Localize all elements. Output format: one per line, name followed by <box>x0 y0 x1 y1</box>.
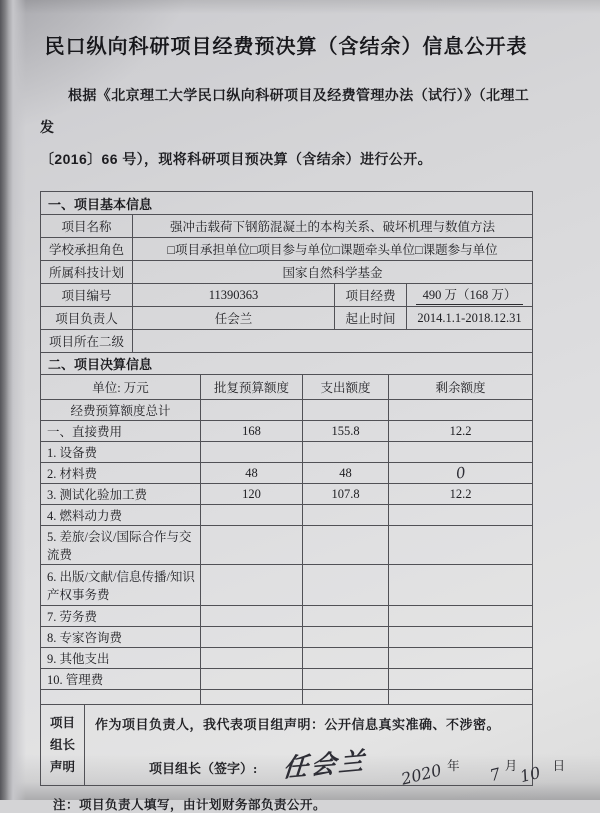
fee-budget-cell: 48 <box>201 463 303 484</box>
fee-row-direct <box>41 421 533 442</box>
fee-row-equipment <box>41 442 533 463</box>
fee-label-cell: 5. 差旅/会议/国际合作与交流费 <box>41 526 201 565</box>
final-accounts-header-row <box>41 353 533 375</box>
fee-remain-cell: 12.2 <box>389 421 533 442</box>
project-number-value: 11390363 <box>133 284 335 307</box>
department-label: 项目所在二级 <box>41 330 133 353</box>
paper-page <box>40 0 566 813</box>
col-header-remain: 剩余额度 <box>389 375 533 400</box>
fee-row-management <box>41 669 533 690</box>
fee-row-blank <box>41 690 533 705</box>
handwritten-month: 7 <box>487 764 502 785</box>
declaration-side-line-3: 声明 <box>49 760 75 774</box>
fee-remain-cell: 12.2 <box>389 484 533 505</box>
pi-duration-row <box>41 307 533 330</box>
pi-label: 项目负责人 <box>41 307 133 330</box>
footnote: 注：项目负责人填写，由计划财务部负责公开。 <box>53 798 327 812</box>
project-number-label: 项目编号 <box>41 284 133 307</box>
department-row <box>41 330 533 353</box>
final-accounts-section-title: 二、项目决算信息 <box>41 353 533 375</box>
fee-remain-cell <box>389 627 533 648</box>
school-role-options: □项目承担单位□项目参与单位□课题牵头单位□课题参与单位 <box>133 238 533 261</box>
fee-spent-cell <box>303 648 389 669</box>
year-unit-label: 年 <box>447 759 460 773</box>
project-funds-value: 490 万（168 万） <box>416 285 524 305</box>
fee-row-travel <box>41 526 533 565</box>
fee-remain-cell <box>389 505 533 526</box>
fee-budget-cell <box>201 565 303 606</box>
fee-budget-cell <box>201 690 303 705</box>
program-value: 国家自然科学基金 <box>133 261 533 284</box>
fee-remain-cell <box>389 565 533 606</box>
final-accounts-table <box>40 352 533 705</box>
program-row <box>41 261 533 284</box>
month-unit-label: 月 <box>504 759 518 773</box>
fee-spent-cell: 48 <box>303 463 389 484</box>
basic-info-header-row <box>41 192 533 215</box>
fee-remain-cell <box>389 400 533 421</box>
fee-remain-cell <box>389 669 533 690</box>
fee-label-cell: 一、直接费用 <box>41 421 201 442</box>
handwritten-zero: 0 <box>454 463 467 483</box>
fee-spent-cell <box>303 526 389 565</box>
fee-spent-cell: 155.8 <box>303 421 389 442</box>
fee-spent-cell: 107.8 <box>303 484 389 505</box>
project-funds-cell <box>407 284 533 307</box>
declaration-side-line-2: 组长 <box>49 738 75 752</box>
basic-info-table <box>40 191 533 353</box>
fee-budget-cell <box>201 400 303 421</box>
fee-remain-cell <box>389 442 533 463</box>
school-role-label: 学校承担角色 <box>41 238 133 261</box>
signature-line <box>95 745 566 789</box>
fee-spent-cell <box>303 565 389 606</box>
intro-line-2: 〔2016〕66 号），现将科研项目预决算（含结余）进行公开。 <box>40 151 433 167</box>
fee-remain-cell-handwritten <box>389 463 533 484</box>
intro-paragraph <box>40 79 532 175</box>
project-funds-label: 项目经费 <box>335 284 407 307</box>
number-funds-row <box>41 284 533 307</box>
declaration-side-label <box>41 705 85 786</box>
declaration-row <box>41 705 533 786</box>
fee-row-materials <box>41 463 533 484</box>
fee-budget-cell <box>201 505 303 526</box>
fee-budget-cell <box>201 442 303 463</box>
page-title: 民口纵向科研项目经费预决算（含结余）信息公开表 <box>44 36 528 58</box>
unit-label: 单位: 万元 <box>41 375 201 400</box>
fee-label-cell: 7. 劳务费 <box>41 606 201 627</box>
duration-value: 2014.1.1-2018.12.31 <box>407 307 533 330</box>
fee-row-other <box>41 648 533 669</box>
fee-budget-cell: 168 <box>201 421 303 442</box>
fee-remain-cell <box>389 690 533 705</box>
fee-budget-cell <box>201 606 303 627</box>
fee-row-testing <box>41 484 533 505</box>
fee-label-cell: 经费预算额度总计 <box>41 400 201 421</box>
fee-spent-cell <box>303 442 389 463</box>
fee-spent-cell <box>303 505 389 526</box>
project-name-value: 强冲击载荷下钢筋混凝土的本构关系、破坏机理与数值方法 <box>133 215 533 238</box>
col-header-budget: 批复预算额度 <box>201 375 303 400</box>
fee-label-cell: 4. 燃料动力费 <box>41 505 201 526</box>
fee-row-total <box>41 400 533 421</box>
declaration-statement: 作为项目负责人，我代表项目组声明：公开信息真实准确、不涉密。 <box>95 717 501 732</box>
fee-budget-cell <box>201 669 303 690</box>
fee-budget-cell <box>201 648 303 669</box>
program-label: 所属科技计划 <box>41 261 133 284</box>
sign-label: 项目组长（签字）: <box>149 761 258 776</box>
fee-label-cell: 6. 出版/文献/信息传播/知识产权事务费 <box>41 565 201 606</box>
fee-spent-cell <box>303 690 389 705</box>
fee-budget-cell <box>201 526 303 565</box>
fee-label-cell: 1. 设备费 <box>41 442 201 463</box>
project-name-row <box>41 215 533 238</box>
fee-spent-cell <box>303 627 389 648</box>
col-header-spent: 支出额度 <box>303 375 389 400</box>
fee-budget-cell <box>201 627 303 648</box>
declaration-body <box>85 705 566 789</box>
declaration-table <box>40 704 566 789</box>
fee-row-labor <box>41 606 533 627</box>
fee-row-fuel <box>41 505 533 526</box>
fee-row-publication <box>41 565 533 606</box>
fee-columns-row <box>41 375 533 400</box>
fee-remain-cell <box>389 526 533 565</box>
day-unit-label: 日 <box>552 759 566 773</box>
department-value <box>133 330 533 353</box>
duration-label: 起止时间 <box>335 307 407 330</box>
fee-remain-cell <box>389 606 533 627</box>
handwritten-day: 10 <box>518 762 543 787</box>
pi-value: 任会兰 <box>133 307 335 330</box>
basic-info-section-title: 一、项目基本信息 <box>41 192 533 215</box>
handwritten-signature: 任会兰 <box>282 746 369 783</box>
project-name-label: 项目名称 <box>41 215 133 238</box>
fee-spent-cell <box>303 606 389 627</box>
fee-label-cell: 3. 测试化验加工费 <box>41 484 201 505</box>
handwritten-year: 2020 <box>399 760 444 789</box>
fee-label-cell: 9. 其他支出 <box>41 648 201 669</box>
fee-label-cell: 8. 专家咨询费 <box>41 627 201 648</box>
intro-line-1: 根据《北京理工大学民口纵向科研项目及经费管理办法（试行）》（北理工发 <box>40 87 530 135</box>
fee-spent-cell <box>303 400 389 421</box>
fee-label-cell: 2. 材料费 <box>41 463 201 484</box>
fee-label-cell: 10. 管理费 <box>41 669 201 690</box>
fee-row-consulting <box>41 627 533 648</box>
fee-remain-cell <box>389 648 533 669</box>
school-role-row <box>41 238 533 261</box>
fee-label-cell <box>41 690 201 705</box>
fee-budget-cell: 120 <box>201 484 303 505</box>
fee-spent-cell <box>303 669 389 690</box>
declaration-side-line-1: 项目 <box>49 716 75 730</box>
